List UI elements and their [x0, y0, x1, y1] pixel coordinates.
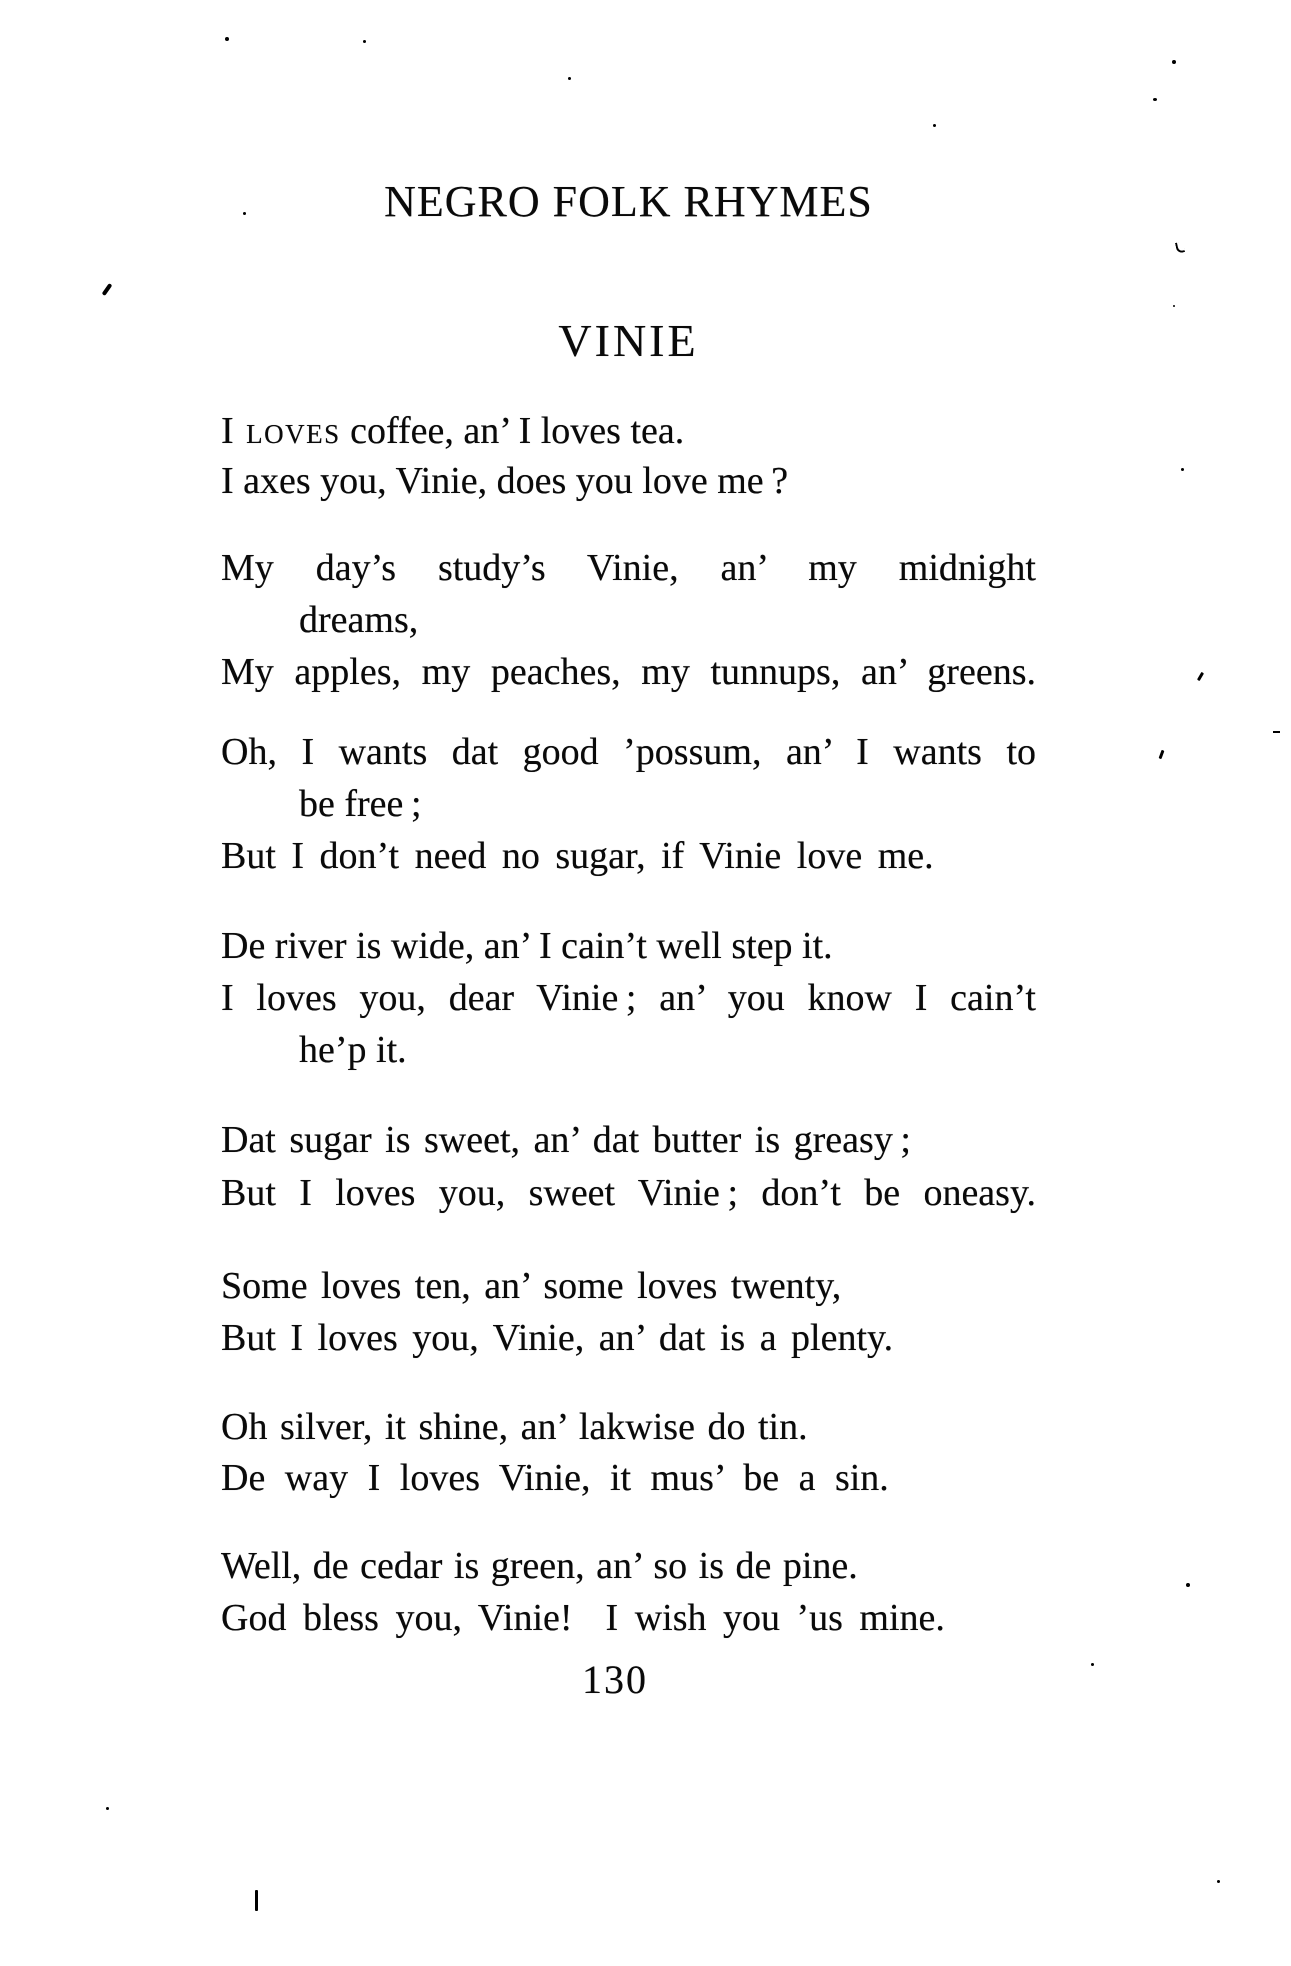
scan-speck [106, 1807, 109, 1810]
poem-line: But I loves you, sweet Vinie ; don’t be oneasy. [221, 1172, 1036, 1214]
scan-mark [1273, 731, 1280, 733]
stanza-4 [221, 920, 1036, 1076]
scan-speck [1217, 1880, 1220, 1883]
poem-line: Well, de cedar is green, an’ so is de pine. [221, 1545, 858, 1587]
scan-speck [363, 40, 366, 43]
scan-speck [1186, 1583, 1190, 1587]
scan-speck [1153, 98, 1157, 101]
scan-mark [1197, 672, 1204, 681]
scan-speck [933, 124, 936, 127]
stanza-2 [221, 542, 1036, 698]
poem-line: Oh, I wants dat good ’possum, an’ I wants to [221, 731, 1036, 773]
scan-mark [1159, 750, 1165, 759]
poem-line: But I loves you, Vinie, an’ dat is a plenty. [221, 1317, 894, 1359]
scan-speck [568, 77, 571, 80]
poem-line: dreams, [299, 599, 419, 641]
scan-mark [1175, 241, 1185, 253]
scan-speck [1173, 305, 1175, 307]
scan-mark [102, 283, 113, 296]
poem-line: God bless you, Vinie! I wish you ’us mine. [221, 1597, 945, 1639]
poem-line: Oh silver, it shine, an’ lakwise do tin. [221, 1406, 808, 1448]
poem-line: I loves you, dear Vinie ; an’ you know I cain’t [221, 977, 1036, 1019]
poem-line: Some loves ten, an’ some loves twenty, [221, 1265, 842, 1307]
scan-speck [1172, 60, 1176, 64]
poem-line: But I don’t need no sugar, if Vinie love me. [221, 835, 934, 877]
stanza-8 [221, 1540, 1036, 1644]
scan-speck [243, 212, 246, 215]
poem-line: Dat sugar is sweet, an’ dat butter is greasy ; [221, 1119, 911, 1161]
running-header: NEGRO FOLK RHYMES [384, 177, 873, 226]
poem-line: De river is wide, an’ I cain’t well step it. [221, 925, 833, 967]
stanza-6 [221, 1260, 1036, 1364]
opening-rest: coffee, an’ I loves tea. [340, 410, 685, 452]
page-number: 130 [582, 1657, 648, 1702]
stanza-3 [221, 726, 1036, 882]
poem-line: be free ; [299, 783, 422, 825]
poem-line: My day’s study’s Vinie, an’ my midnight [221, 547, 1036, 589]
poem-line: De way I loves Vinie, it mus’ be a sin. [221, 1457, 889, 1499]
scan-mark [255, 1890, 258, 1911]
scan-speck [225, 37, 229, 41]
stanza-5 [221, 1114, 1036, 1220]
poem-line: I axes you, Vinie, does you love me ? [221, 460, 789, 502]
stanza-1 [221, 406, 1036, 506]
opening-small-caps: I loves [221, 410, 341, 452]
poem-line [221, 406, 1036, 456]
poem-title: VINIE [558, 315, 699, 366]
stanza-7 [221, 1402, 1036, 1504]
scan-speck [1091, 1663, 1094, 1666]
poem-line: My apples, my peaches, my tunnups, an’ greens. [221, 651, 1036, 693]
scan-speck [1181, 468, 1184, 471]
poem-line: he’p it. [299, 1029, 407, 1071]
